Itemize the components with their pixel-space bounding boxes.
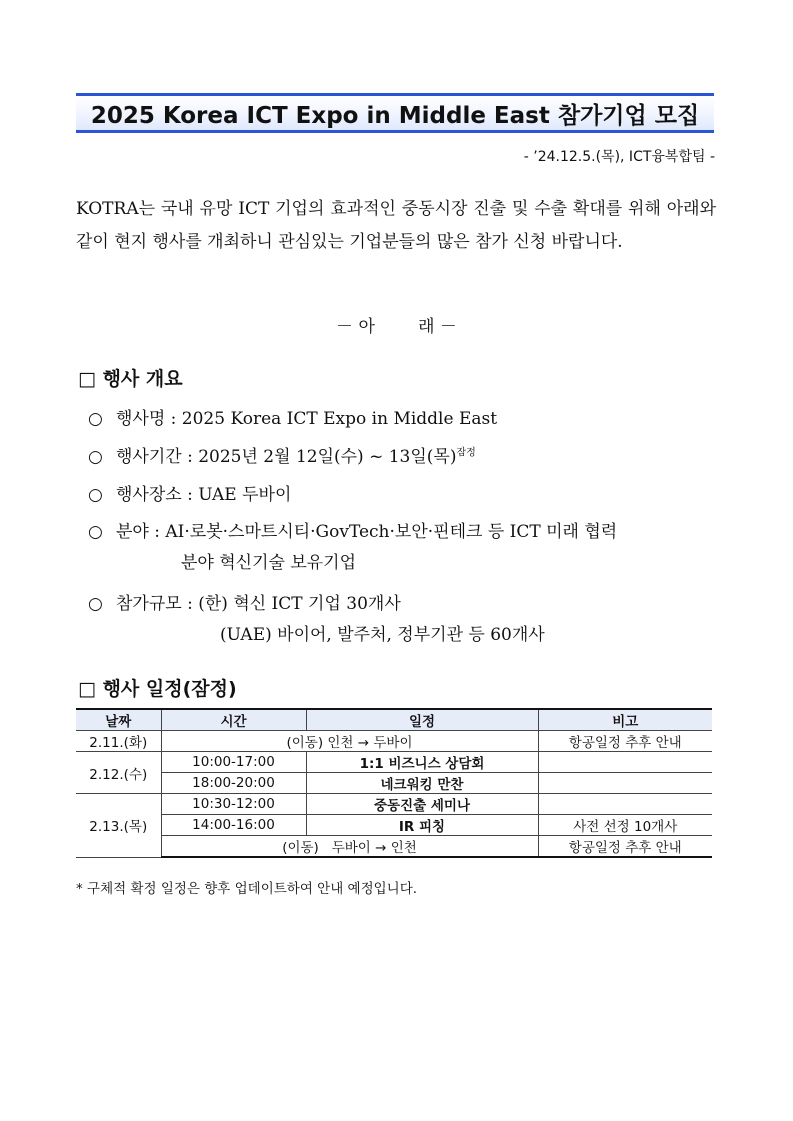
- cell-event: IR 피칭: [306, 815, 538, 836]
- table-row: [76, 836, 712, 858]
- table-row: [76, 815, 712, 836]
- cell-time: 10:00-17:00: [161, 752, 306, 773]
- period-note: 잠정: [456, 447, 476, 459]
- cell-note: [538, 794, 712, 815]
- subtitle: - ’24.12.5.(목), ICT융복합팀 -: [523, 149, 715, 165]
- cell-date: 2.13.(목): [76, 794, 161, 858]
- page-title: 2025 Korea ICT Expo in Middle East 참가기업 모집: [90, 102, 700, 129]
- overview-item-field-cont: 분야 혁신기술 보유기업: [181, 553, 357, 573]
- section-heading-overview: □ 행사 개요: [78, 368, 183, 390]
- cell-event: 1:1 비즈니스 상담회: [306, 752, 538, 773]
- cell-time: 18:00-20:00: [161, 773, 306, 794]
- cell-event: 네크워킹 만찬: [306, 773, 538, 794]
- bullet-circle-icon: ○: [88, 485, 103, 505]
- cell-note: 항공일정 추후 안내: [538, 731, 712, 752]
- overview-item-period: ○ 행사기간 : 2025년 2월 12일(수) ~ 13일(목)$^{잠정}$: [88, 447, 476, 467]
- cell-event: 중동진출 세미나: [306, 794, 538, 815]
- table-header-row: [76, 709, 712, 731]
- ah-rae-heading: － 아 래 －: [336, 317, 457, 337]
- cell-note: 항공일정 추후 안내: [538, 836, 712, 858]
- cell-date: 2.11.(화): [76, 731, 161, 752]
- table-row: [76, 731, 712, 752]
- table-row: [76, 794, 712, 815]
- overview-item-field: ○ 분야 : AI·로봇·스마트시티·GovTech·보안·핀테크 등 ICT 미래 협력: [88, 522, 618, 542]
- header-date: 날짜: [76, 709, 161, 731]
- intro-paragraph: KOTRA는 국내 유망 ICT 기업의 효과적인 중동시장 진출 및 수출 확대를 위해 아래와 같이 현지 행사를 개최하니 관심있는 기업분들의 많은 참가 신청 바랍니다.: [76, 199, 716, 252]
- header-note: 비고: [538, 709, 712, 731]
- table-row: [76, 752, 712, 773]
- overview-item-scale: ○ 참가규모 : (한) 혁신 ICT 기업 30개사: [88, 594, 401, 614]
- cell-travel: (이동) 인천 → 두바이: [161, 731, 538, 752]
- bullet-circle-icon: ○: [88, 409, 103, 429]
- schedule-footnote: * 구체적 확정 일정은 향후 업데이트하여 안내 예정입니다.: [76, 881, 418, 897]
- title-banner: [76, 93, 714, 133]
- bullet-circle-icon: ○: [88, 522, 103, 542]
- overview-item-scale-cont: (UAE) 바이어, 발주처, 정부기관 등 60개사: [220, 625, 545, 645]
- overview-item-venue: ○ 행사장소 : UAE 두바이: [88, 485, 292, 505]
- section-heading-schedule: □ 행사 일정(잠정): [78, 678, 237, 700]
- schedule-table: [76, 708, 712, 858]
- header-time: 시간: [161, 709, 306, 731]
- cell-date: 2.12.(수): [76, 752, 161, 794]
- cell-note: [538, 752, 712, 773]
- bullet-circle-icon: ○: [88, 447, 103, 467]
- bullet-circle-icon: ○: [88, 594, 103, 614]
- overview-item-name: ○ 행사명 : 2025 Korea ICT Expo in Middle East: [88, 409, 498, 429]
- table-row: [76, 773, 712, 794]
- cell-time: 10:30-12:00: [161, 794, 306, 815]
- cell-note: 사전 선정 10개사: [538, 815, 712, 836]
- header-schedule: 일정: [306, 709, 538, 731]
- cell-travel: (이동) 두바이 → 인천: [161, 836, 538, 858]
- cell-time: 14:00-16:00: [161, 815, 306, 836]
- cell-note: [538, 773, 712, 794]
